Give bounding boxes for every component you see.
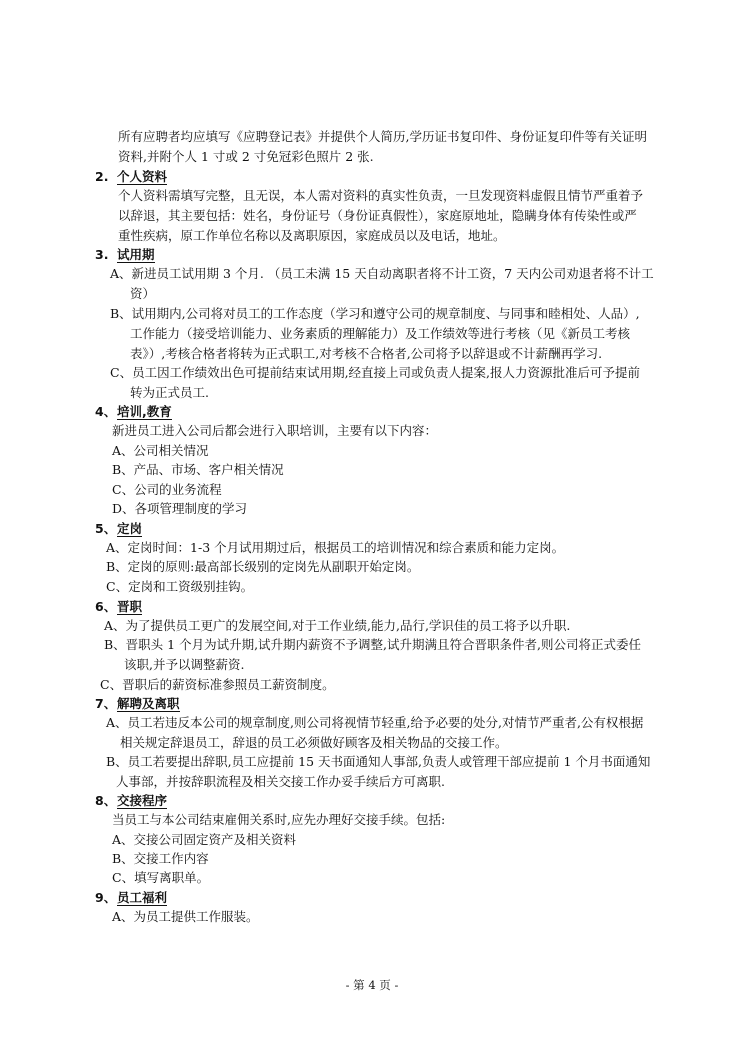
paragraph-line: 当员工与本公司结束雇佣关系时,应先办理好交接手续。包括: xyxy=(112,812,446,827)
section-title: 晋职 xyxy=(117,599,143,614)
list-item: C、员工因工作绩效出色可提前结束试用期,经直接上司或负责人提案,报人力资源批准后可予提前 xyxy=(110,365,641,380)
section-number: 8、 xyxy=(95,793,117,808)
list-item-continuation: 相关规定辞退员工，辞退的员工必须做好顾客及相关物品的交接工作。 xyxy=(120,735,508,750)
list-item: B、试用期内,公司将对员工的工作态度（学习和遵守公司的规章制度、与同事和睦相处、人品）, xyxy=(110,306,640,321)
section-heading xyxy=(95,402,172,422)
paragraph-line: 所有应聘者均应填写《应聘登记表》并提供个人简历,学历证书复印件、身份证复印件等有关证明 xyxy=(118,129,647,144)
list-item: A、员工若违反本公司的规章制度,则公司将视情节轻重,给予必要的处分,对情节严重者,公有权根据 xyxy=(106,715,644,730)
list-item: A、为了提供员工更广的发展空间,对于工作业绩,能力,品行,学识佳的员工将予以升职. xyxy=(104,618,571,633)
list-item-continuation: 资） xyxy=(130,286,156,301)
section-title: 试用期 xyxy=(117,247,155,262)
section-title: 员工福利 xyxy=(117,890,168,905)
section-heading xyxy=(95,597,142,617)
list-item: B、晋职头 1 个月为试升期,试升期内薪资不予调整,试升期满且符合晋职条件者,则公司将正式委任 xyxy=(104,637,642,652)
section-number: 5、 xyxy=(95,521,117,536)
list-item-continuation: 人事部，并按辞职流程及相关交接工作办妥手续后方可离职. xyxy=(116,774,445,789)
list-item: B、交接工作内容 xyxy=(112,851,209,866)
paragraph-line: 个人资料需填写完整，且无误，本人需对资料的真实性负责，一旦发现资料虚假且情节严重着予 xyxy=(118,188,644,203)
list-item: C、公司的业务流程 xyxy=(112,482,222,497)
list-item: A、为员工提供工作服装。 xyxy=(112,909,259,924)
section-heading xyxy=(95,694,180,714)
list-item-continuation: 工作能力（接受培训能力、业务素质的理解能力）及工作绩效等进行考核（见《新员工考核 xyxy=(130,326,631,341)
section-heading xyxy=(95,791,167,811)
list-item: D、各项管理制度的学习 xyxy=(112,501,248,516)
paragraph-line: 重性疾病，原工作单位名称以及离职原因，家庭成员以及电话，地址。 xyxy=(118,228,506,243)
list-item: A、公司相关情况 xyxy=(112,443,209,458)
paragraph-line: 新进员工进入公司后都会进行入职培训，主要有以下内容： xyxy=(112,423,438,438)
list-item: A、交接公司固定资产及相关资料 xyxy=(112,832,297,847)
paragraph-line: 资料,并附个人 1 寸或 2 寸免冠彩色照片 2 张. xyxy=(118,149,374,164)
section-number: 3. xyxy=(95,247,109,262)
list-item: B、定岗的原则:最高部长级别的定岗先从副职开始定岗。 xyxy=(106,559,420,574)
list-item: C、晋职后的薪资标准参照员工薪资制度。 xyxy=(100,677,335,692)
list-item: B、员工若要提出辞职,员工应提前 15 天书面通知人事部,负责人或管理干部应提前 1 个月书面通知 xyxy=(106,754,651,769)
section-title: 培训,教育 xyxy=(117,404,172,419)
section-number: 2. xyxy=(95,169,109,184)
list-item: C、定岗和工资级别挂钩。 xyxy=(106,579,254,594)
section-title: 解聘及离职 xyxy=(117,696,180,711)
section-heading xyxy=(95,167,167,187)
section-heading xyxy=(95,888,167,908)
section-heading xyxy=(95,245,155,265)
page-number: - 第 4 页 - xyxy=(345,978,399,992)
section-number: 6、 xyxy=(95,599,117,614)
section-number: 7、 xyxy=(95,696,117,711)
list-item-continuation: 转为正式员工. xyxy=(130,385,209,400)
section-number: 4、 xyxy=(95,404,117,419)
list-item: A、新进员工试用期 3 个月. （员工未满 15 天自动离职者将不计工资，7 天内公司劝退者将不计工 xyxy=(110,266,654,281)
list-item: C、填写离职单。 xyxy=(112,870,210,885)
section-heading xyxy=(95,519,142,539)
section-number: 9、 xyxy=(95,890,117,905)
paragraph-line: 以辞退，其主要包括：姓名，身份证号（身份证真假性），家庭原地址，隐瞒身体有传染性或严 xyxy=(118,208,637,223)
section-title: 交接程序 xyxy=(117,793,168,808)
list-item: B、产品、市场、客户相关情况 xyxy=(112,462,284,477)
list-item: A、定岗时间：1-3 个月试用期过后，根据员工的培训情况和综合素质和能力定岗。 xyxy=(106,540,565,555)
section-title: 定岗 xyxy=(117,521,143,536)
list-item-continuation: 表》）,考核合格者将转为正式职工,对考核不合格者,公司将予以辞退或不计薪酬再学习. xyxy=(130,346,603,361)
section-title: 个人资料 xyxy=(117,169,168,184)
list-item-continuation: 该职,并予以调整薪资. xyxy=(124,657,245,672)
